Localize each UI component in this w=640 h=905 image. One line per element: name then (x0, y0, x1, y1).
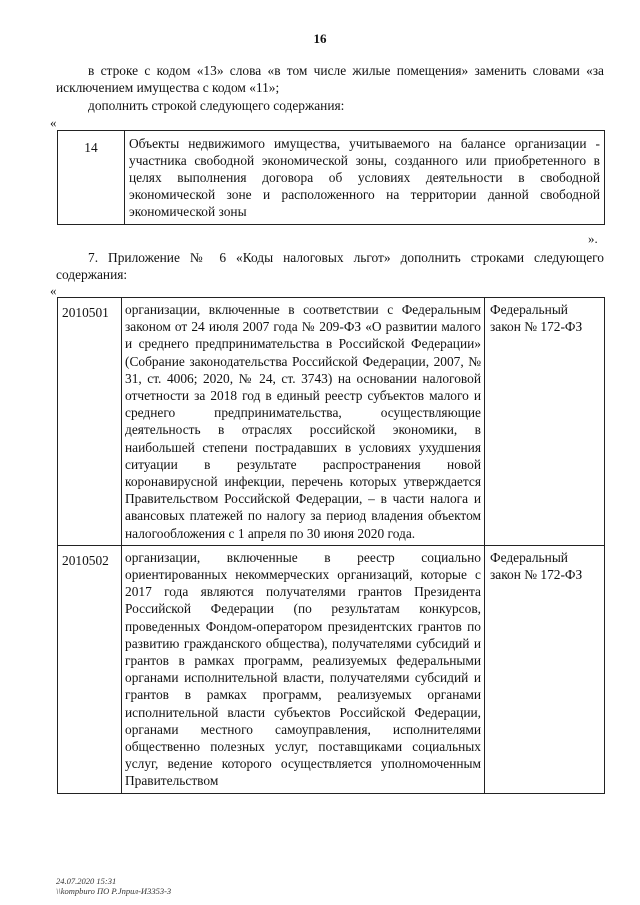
document-footer (56, 876, 171, 896)
table-row (58, 298, 605, 546)
table-row (58, 131, 605, 225)
row-code: 14 (58, 131, 125, 225)
opening-quote-2: « (50, 283, 57, 298)
paragraph-add-row: дополнить строкой следующего содержания: (88, 98, 345, 113)
footer-timestamp: 24.07.2020 15:31 (56, 876, 117, 886)
benefit-code: 2010502 (58, 545, 122, 793)
page-number: 16 (313, 31, 327, 46)
benefit-law: Федеральный закон № 172-ФЗ (485, 545, 605, 793)
opening-quote: « (50, 115, 57, 130)
benefit-description: организации, включенные в соответствии с Федеральным законом от 24 июля 2007 года № 209-ФЗ «О развитии малого и среднего предпринимательства в Российской Федерации» (Собрание законодательства Российской Федерации, 2007, № 31, ст. 4006; 2020, № 24, ст. 3743) на основании налоговой отчетности за 2018 год в единый реестр субъектов малого и среднего предпринимательства, осуществляющие деятельность в отраслях российской экономики, в наибольшей степени пострадавших в условиях ухудшения ситуации в результате распространения новой коронавирусной инфекции, перечень которых утверждается Правительством Российской Федерации, – в части налога и авансовых платежей по налогу за период владения объектом налогообложения с 1 апреля по 30 июня 2020 года. (122, 298, 485, 546)
benefit-law: Федеральный закон № 172-ФЗ (485, 298, 605, 546)
tax-benefit-codes-table (57, 297, 605, 794)
benefit-description: организации, включенные в реестр социально ориентированных некоммерческих организаций, которые с 2017 года являются получателями грантов Президента Российской Федерации (по результатам конкурсов, проведенных Фондом-оператором президентских грантов по развитию гражданского общества), получателями субсидий и грантов в рамках программ, реализуемых федеральными органами исполнительной власти, получателями субсидий и грантов в рамках программ, реализуемых органами исполнительной власти субъектов Российской Федерации, органами местного самоуправления, исполнителями общественно полезных услуг, поставщиками социальных услуг, ведение которого осуществляется уполномоченным Правительством (122, 545, 485, 793)
row-description: Объекты недвижимого имущества, учитываемого на балансе организации - участника свободной экономической зоны, созданного или приобретенного в целях выполнения договора об условиях деятельности в свободной экономической зоне и расположенного на территории данной свободной экономической зоны (125, 131, 605, 225)
benefit-code: 2010501 (58, 298, 122, 546)
closing-quote: ». (588, 231, 598, 246)
paragraph-replace-code-13: в строке с кодом «13» слова «в том числе жилые помещения» заменить словами «за исключением имущества с кодом «11»; (56, 63, 604, 95)
paragraph-appendix-6: 7. Приложение № 6 «Коды налоговых льгот» дополнить строками следующего содержания: (56, 250, 604, 282)
table-row (58, 545, 605, 793)
property-table (57, 130, 605, 225)
footer-file-path: \\kompburo ПО Р.Jпрuл-И3353-3 (56, 886, 172, 896)
